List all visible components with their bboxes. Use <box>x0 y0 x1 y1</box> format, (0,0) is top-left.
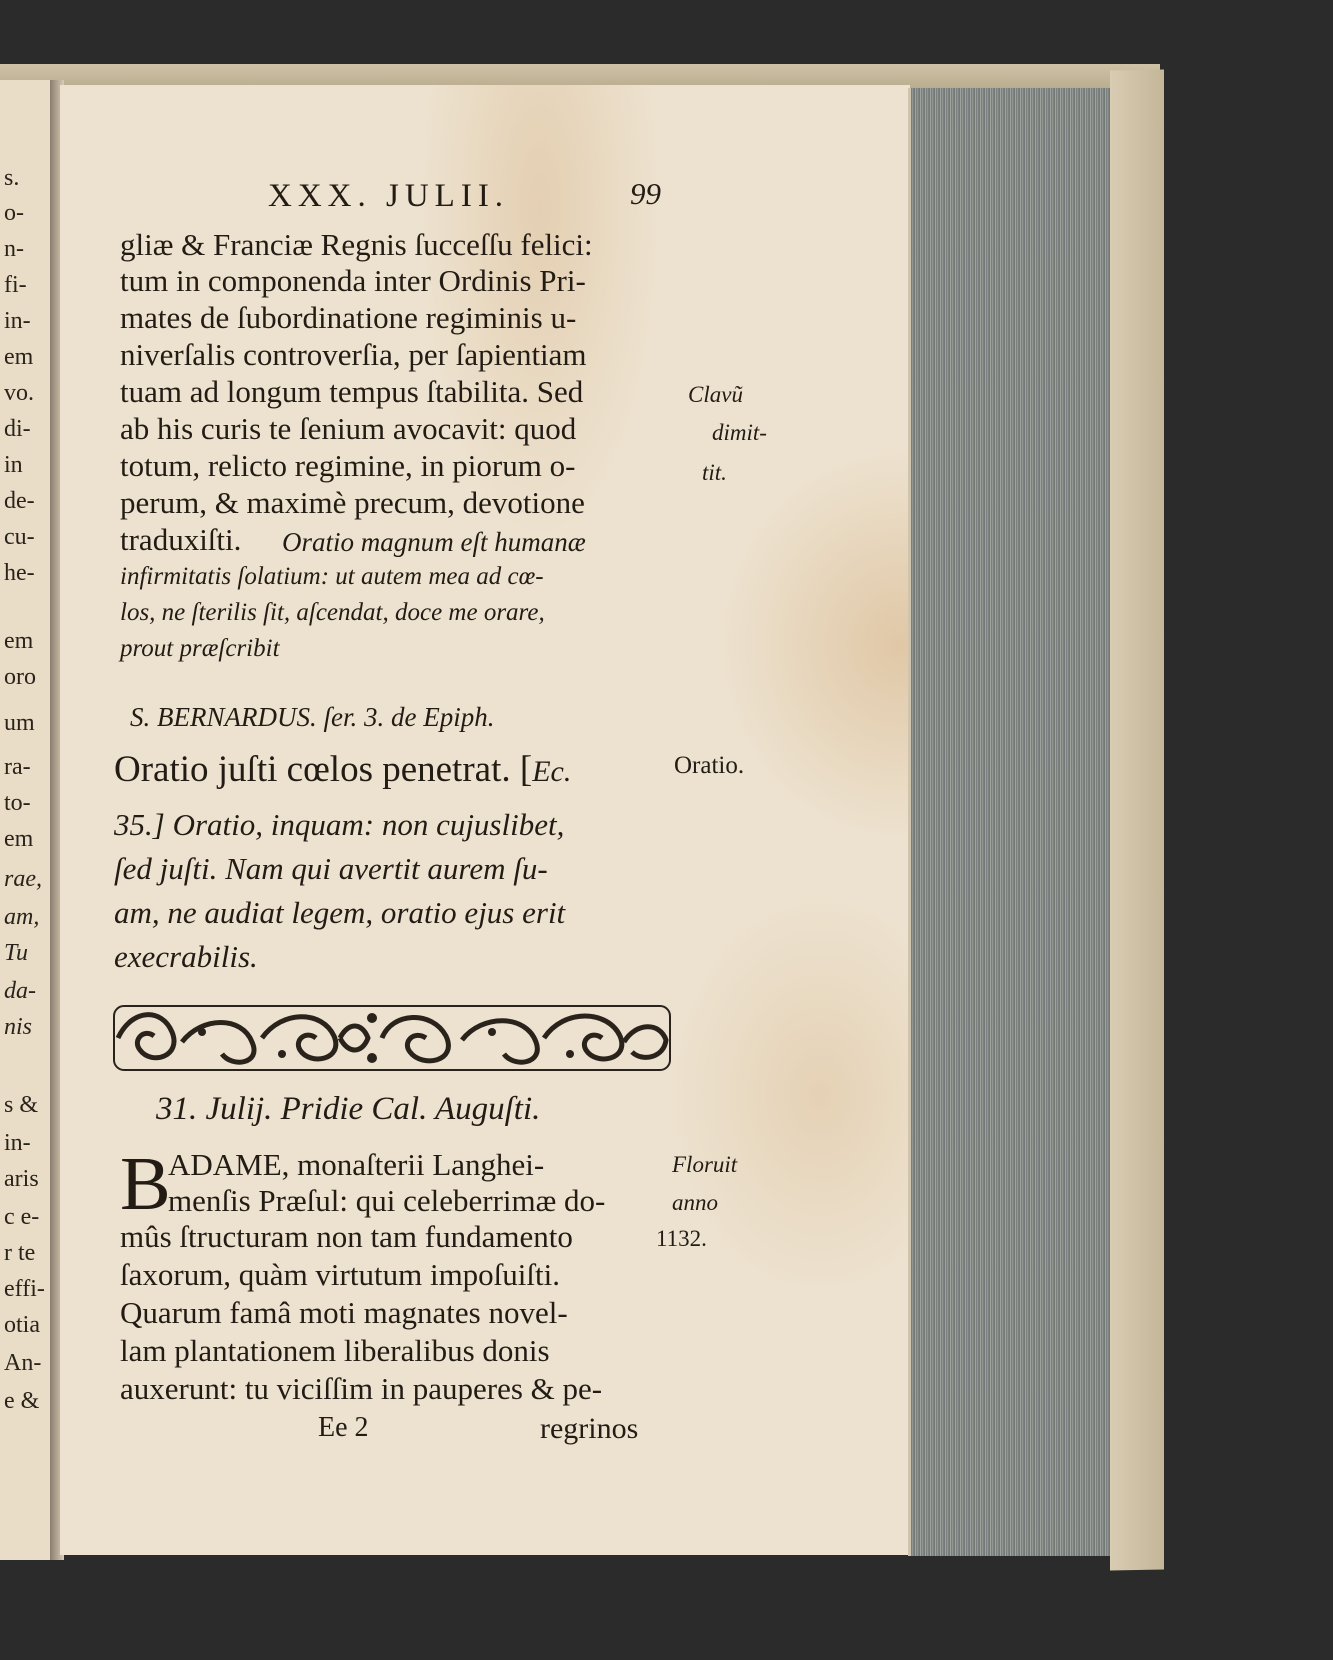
left-fragment: oro <box>4 664 36 690</box>
left-fragment: o- <box>4 200 24 226</box>
text-line: menſis Præſul: qui celeberrimæ do- <box>168 1183 606 1218</box>
quote-line: execrabilis. <box>114 939 258 974</box>
text-line: ab his curis te ſenium avocavit: quod <box>120 411 577 446</box>
left-fragment: e & <box>4 1388 40 1414</box>
margin-note: Oratio. <box>674 752 745 779</box>
left-fragment: in- <box>4 1130 31 1156</box>
margin-note: anno <box>672 1190 718 1215</box>
signature-mark: Ee 2 <box>318 1412 369 1443</box>
left-fragment: de- <box>4 488 35 514</box>
catchword: regrinos <box>540 1412 639 1445</box>
quote-line: ſed juſti. Nam qui avertit aurem ſu- <box>114 851 548 886</box>
page-edges <box>908 88 1116 1556</box>
text-line: totum, relicto regimine, in piorum o- <box>120 448 576 483</box>
text-line: tuam ad longum tempus ſtabilita. Sed <box>120 374 584 409</box>
left-fragment: An- <box>4 1350 42 1376</box>
italic-text-line: prout præſcribit <box>120 635 280 662</box>
left-fragment: Tu <box>4 940 29 966</box>
text-line: perum, & maximè precum, devotione <box>120 485 585 520</box>
left-fragment: um <box>4 710 35 736</box>
left-fragment: he- <box>4 560 35 586</box>
text-line: ADAME, monaſterii Langhei- <box>168 1147 545 1182</box>
left-fragment: am, <box>4 904 40 930</box>
text-line: Quarum famâ moti magnates novel- <box>120 1295 568 1330</box>
left-fragment: aris <box>4 1166 39 1192</box>
text-line: mûs ſtructuram non tam fundamento <box>120 1219 573 1254</box>
quote-lead-text: Oratio juſti cœlos penetrat. [ <box>114 749 533 790</box>
left-fragment: ra- <box>4 754 31 780</box>
left-fragment: r te <box>4 1240 36 1266</box>
left-fragment: c e- <box>4 1204 40 1230</box>
text-line: niverſalis controverſia, per ſapientiam <box>120 337 587 372</box>
left-fragment: s. <box>4 165 20 191</box>
italic-text-line: Oratio magnum eſt humanæ <box>282 527 586 557</box>
left-fragment: da- <box>4 978 36 1004</box>
left-fragment: rae, <box>4 866 42 892</box>
text-line: ſaxorum, quàm virtutum impoſuiſti. <box>120 1257 560 1292</box>
text-line: gliæ & Franciæ Regnis ſucceſſu felici: <box>120 227 593 262</box>
left-fragment: em <box>4 344 34 370</box>
running-title: XXX. JULII. <box>268 178 510 214</box>
date-heading: 31. Julij. Pridie Cal. Auguſti. <box>156 1091 541 1127</box>
citation: S. BERNARDUS. ſer. 3. de Epiph. <box>130 702 495 732</box>
quote-line: 35.] Oratio, inquam: non cujuslibet, <box>114 807 565 842</box>
quote-line: am, ne audiat legem, oratio ejus erit <box>114 895 566 930</box>
printer-ornament <box>112 1002 672 1074</box>
text-line: auxerunt: tu viciſſim in pauperes & pe- <box>120 1371 603 1406</box>
text-line: lam plantationem liberalibus donis <box>120 1333 550 1368</box>
drop-cap: B <box>120 1142 171 1226</box>
left-fragment: in <box>4 452 23 478</box>
left-fragment: em <box>4 628 34 654</box>
left-fragment: s & <box>4 1092 39 1118</box>
left-fragment: effi- <box>4 1276 45 1302</box>
margin-note: dimit- <box>712 420 767 445</box>
left-fragment: in- <box>4 308 31 334</box>
left-fragment: cu- <box>4 524 35 550</box>
margin-note: tit. <box>702 460 727 485</box>
left-fragment: n- <box>4 236 24 262</box>
page-number: 99 <box>630 176 661 211</box>
left-fragment: to- <box>4 790 31 816</box>
book-cover-edge <box>1110 70 1164 1571</box>
italic-text-line: los, ne ſterilis ſit, aſcendat, doce me orare, <box>120 599 545 626</box>
text-line: traduxiſti. <box>120 522 242 557</box>
text-line: mates de ſubordinatione regiminis u- <box>120 300 577 335</box>
text-line: tum in componenda inter Ordinis Pri- <box>120 263 586 298</box>
left-fragment: di- <box>4 416 31 442</box>
margin-note: 1132. <box>656 1226 707 1251</box>
left-fragment: fi- <box>4 272 27 298</box>
left-fragment: otia <box>4 1312 40 1338</box>
quote-reference: Ec. <box>532 755 572 788</box>
left-fragment: vo. <box>4 380 34 406</box>
margin-note: Floruit <box>672 1152 738 1177</box>
left-fragment: em <box>4 826 34 852</box>
italic-text-line: infirmitatis ſolatium: ut autem mea ad cœ- <box>120 563 544 590</box>
left-fragment: nis <box>4 1014 33 1040</box>
margin-note: Clavũ <box>688 382 743 407</box>
